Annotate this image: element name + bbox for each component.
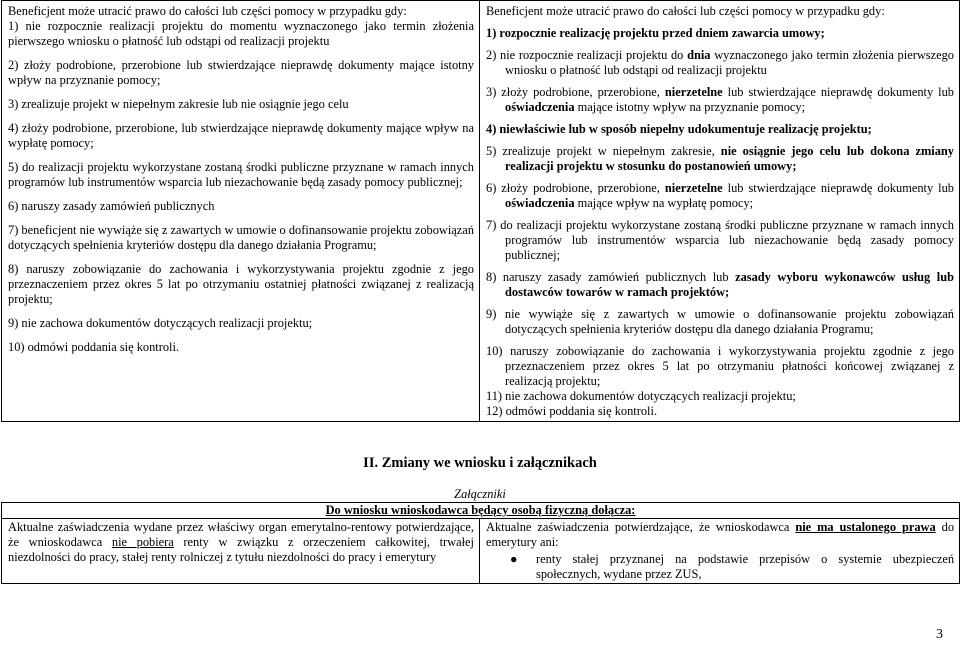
bullet-dot-icon: ● bbox=[510, 552, 518, 566]
section-title: II. Zmiany we wniosku i załącznikach bbox=[363, 455, 597, 471]
left-item: 9) nie zachowa dokumentów dotyczących realizacji projektu; bbox=[8, 316, 313, 330]
right-item-12: 12) odmówi poddania się kontroli. bbox=[486, 404, 658, 418]
left-item: 8) naruszy zobowiązanie do zachowania i wykorzystywania projektu zgodnie z jego przeznaczeniem przez okres 5 lat po otrzymaniu ostatniej płatności związanej z realizacją projektu; bbox=[8, 262, 474, 306]
right-item-1: 1) rozpocznie realizację projektu przed dniem zawarcia umowy; bbox=[486, 26, 825, 40]
left-header: Beneficjent może utracić prawo do całości lub części pomocy w przypadku gdy: bbox=[8, 4, 407, 18]
left-item: 5) do realizacji projektu wykorzystane zostaną środki publiczne przyznane w ramach innych programów lub instrumentów wsparcia lub niezachowanie będą zasady pomocy publicznej; bbox=[8, 160, 474, 189]
comparison-table bbox=[1, 0, 960, 422]
attachments-bullet-item: ● renty stałej przyznanej na podstawie przepisów o systemie ubezpieczeń społecznych, wydane przez ZUS, bbox=[510, 552, 955, 581]
right-item-2: 2) nie rozpocznie realizacji projektu do dnia wyznaczonego jako termin złożenia pierwszego wniosku o płatność lub odstąpi od realizacji projektu bbox=[486, 48, 954, 77]
comparison-left-column bbox=[2, 1, 480, 422]
right-item-9: 9) nie wywiąże się z zawartych w umowie o dofinansowanie projektu zobowiązań dotyczących spełnienia kryteriów dostępu dla danego działania Programu; bbox=[486, 307, 954, 336]
attachments-title: Załączniki bbox=[454, 487, 506, 501]
right-item-5: 5) zrealizuje projekt w niepełnym zakresie, nie osiągnie jego celu lub dokona zmiany realizacji projektu w stosunku do postanowień umowy; bbox=[486, 144, 954, 173]
right-item-4: 4) niewłaściwie lub w sposób niepełny udokumentuje realizację projektu; bbox=[486, 122, 872, 136]
left-item: 10) odmówi poddania się kontroli. bbox=[8, 340, 180, 354]
right-item-8: 8) naruszy zasady zamówień publicznych lub zasady wyboru wykonawców usług lub dostawców towarów w ramach projektów; bbox=[486, 270, 954, 299]
left-item: 1) nie rozpocznie realizacji projektu do momentu wyznaczonego jako termin złożenia pierwszego wniosku o płatność lub odstąpi od realizacji projektu bbox=[8, 19, 474, 48]
right-item-11: 11) nie zachowa dokumentów dotyczących realizacji projektu; bbox=[486, 389, 796, 403]
attachments-left-cell: Aktualne zaświadczenia wydane przez właściwy organ emerytalno-rentowy potwierdzające, że wnioskodawca nie pobiera renty w związku z orzeczeniem całkowitej, trwałej niezdolności do pracy, stałej renty rolniczej z tytułu niezdolności do pracy i emerytury bbox=[2, 519, 480, 584]
left-item: 3) zrealizuje projekt w niepełnym zakresie lub nie osiągnie jego celu bbox=[8, 97, 349, 111]
left-item: 7) beneficjent nie wywiąże się z zawartych w umowie o dofinansowanie projektu zobowiązań dotyczących spełnienia kryteriów dostępu dla danego działania Programu; bbox=[8, 223, 474, 252]
right-item-6: 6) złoży podrobione, przerobione, nierzetelne lub stwierdzające nieprawdę dokumenty lub oświadczenia mające wpływ na wypłatę pomocy; bbox=[486, 181, 954, 210]
left-item: 2) złoży podrobione, przerobione lub stwierdzające nieprawdę dokumenty mające istotny wpływ na przyznanie pomocy; bbox=[8, 58, 474, 87]
right-item-7: 7) do realizacji projektu wykorzystane zostaną środki publiczne przyznane w ramach innych programów lub instrumentów wsparcia lub niezachowanie będą zasady pomocy publicznej; bbox=[486, 218, 954, 262]
right-header: Beneficjent może utracić prawo do całości lub części pomocy w przypadku gdy: bbox=[486, 4, 885, 18]
attachments-right-text: Aktualne zaświadczenia potwierdzające, że wnioskodawca nie ma ustalonego prawa do emerytury ani: bbox=[486, 520, 955, 549]
attachments-table bbox=[1, 502, 960, 584]
attachments-header: Do wniosku wnioskodawca będący osobą fizyczną dołącza: bbox=[2, 503, 960, 519]
attachments-right-cell bbox=[480, 519, 960, 584]
left-item: 6) naruszy zasady zamówień publicznych bbox=[8, 199, 215, 213]
left-item: 4) złoży podrobione, przerobione, lub stwierdzające nieprawdę dokumenty mające wpływ na wypłatę pomocy; bbox=[8, 121, 474, 150]
right-item-3: 3) złoży podrobione, przerobione, nierzetelne lub stwierdzające nieprawdę dokumenty lub oświadczenia mające istotny wpływ na przyznanie pomocy; bbox=[486, 85, 954, 114]
right-item-10: 10) naruszy zobowiązanie do zachowania i wykorzystywania projektu zgodnie z jego przeznaczeniem przez okres 5 lat po otrzymaniu płatności końcowej związanej z realizacją projektu; bbox=[486, 344, 954, 388]
page-number: 3 bbox=[936, 627, 943, 642]
comparison-right-column bbox=[480, 1, 960, 422]
